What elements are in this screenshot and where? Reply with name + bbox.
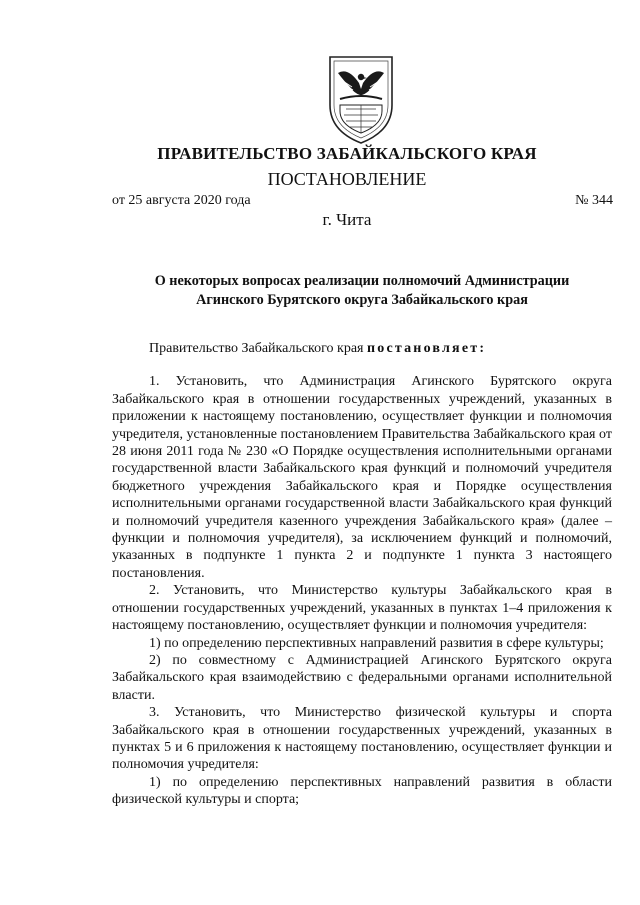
coat-of-arms-icon xyxy=(326,53,396,145)
document-number: № 344 xyxy=(575,193,613,208)
government-title: ПРАВИТЕЛЬСТВО ЗАБАЙКАЛЬСКОГО КРАЯ xyxy=(157,144,537,163)
paragraph-1: 1. Установить, что Администрация Агинского Бурятского округа Забайкальского края в отношении государственных учреждений, указанных в приложении к настоящему постановлению, осуществляет функции и полномочия учредителя, установленные постановлением Правительства Забайкальского края от 28 июня 2011 года № 230 «О Порядке осуществления исполнительными органами государственной власти Забайкальского края функций и полномочий учредителя бюджетного учреждения Забайкальского края и Порядке осуществления исполнительными органами государственной власти Забайкальского края функций и полномочий учредителя казенного учреждения Забайкальского края» (далее – функции и полномочия учредителя), за исключением функций и полномочий, указанных в подпункте 1 пункта 2 и подпункте 1 пункта 3 настоящего постановления. xyxy=(112,374,612,581)
intro-text: Правительство Забайкальского края xyxy=(149,341,367,356)
intro-paragraph xyxy=(112,340,612,357)
intro-decree-word: постановляет: xyxy=(366,341,487,356)
subject-line-1: О некоторых вопросах реализации полномочий Администрации xyxy=(154,273,570,289)
document-subject xyxy=(112,272,612,310)
paragraph-2-item-1: 1) по определению перспективных направлений развития в сфере культуры; xyxy=(149,635,604,651)
document-body xyxy=(112,340,612,809)
document-date: от 25 августа 2020 года xyxy=(112,193,251,208)
paragraph-3-item-1: 1) по определению перспективных направлений развития в области физической культуры и спорта; xyxy=(112,774,612,808)
subject-line-2: Агинского Бурятского округа Забайкальского края xyxy=(196,292,528,308)
city-name: г. Чита xyxy=(322,210,372,229)
paragraph-3: 3. Установить, что Министерство физической культуры и спорта Забайкальского края в отношении государственных учреждений, указанных в пунктах 5 и 6 приложения к настоящему постановлению, осуществляет функции и полномочия учредителя: xyxy=(112,705,612,773)
paragraph-2: 2. Установить, что Министерство культуры Забайкальского края в отношении государственных учреждений, указанных в пунктах 1–4 приложения к настоящему постановлению, осуществляет функции и полномочия учредителя: xyxy=(112,583,612,634)
paragraph-2-item-2: 2) по совместному с Администрацией Агинского Бурятского округа Забайкальского края взаимодействию с федеральными органами исполнительной власти. xyxy=(112,652,612,703)
document-type: ПОСТАНОВЛЕНИЕ xyxy=(267,169,427,189)
